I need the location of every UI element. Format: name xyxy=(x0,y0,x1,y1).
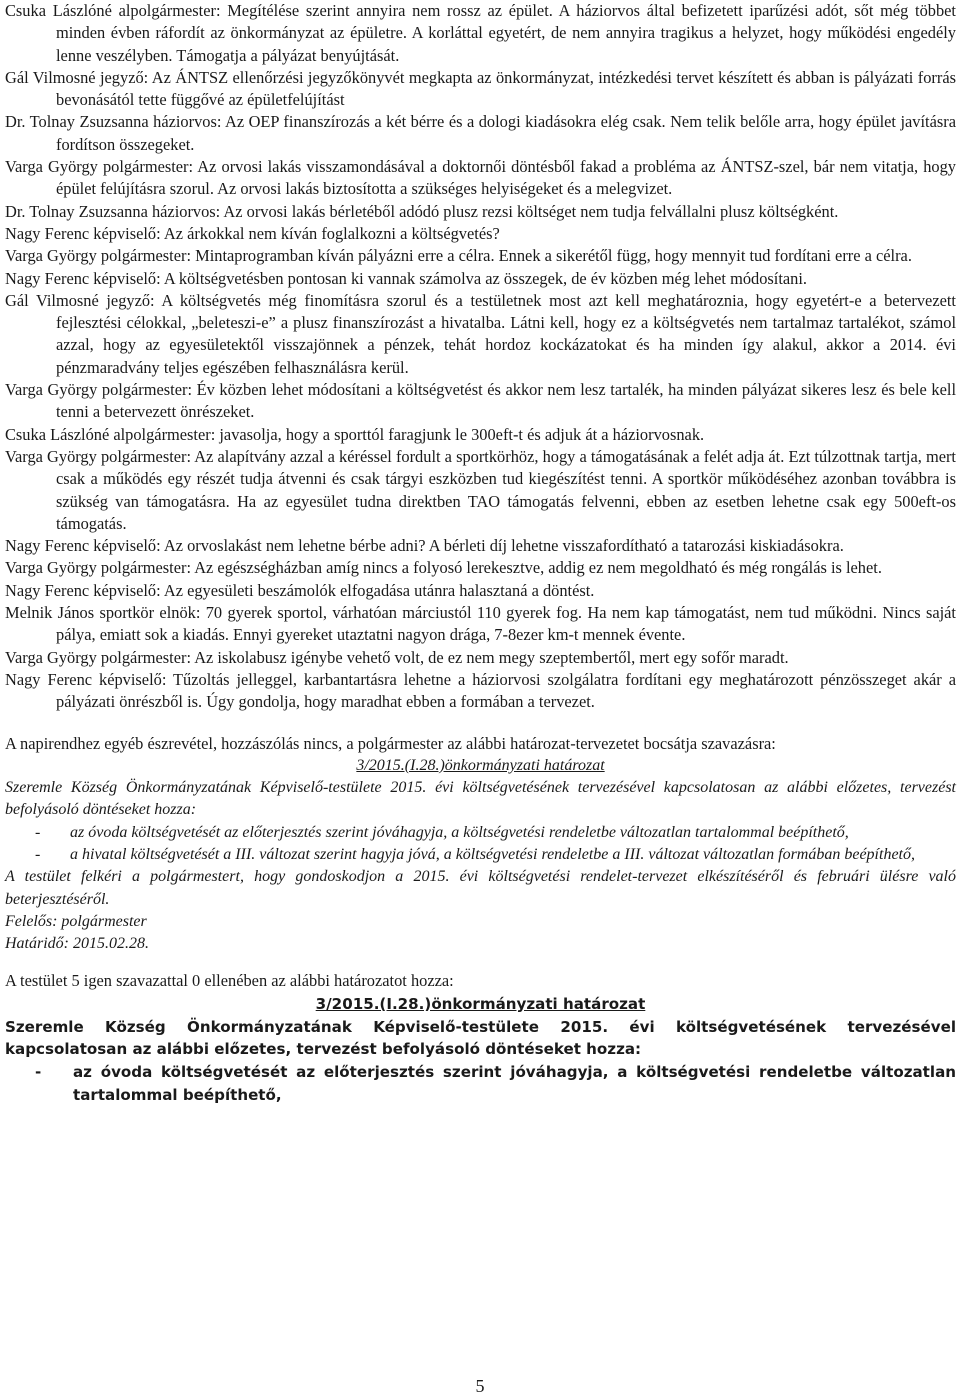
list-item-text: a hivatal költségvetését a III. változat szerint hagyja jóvá, a költségvetési rendeletbe a III. változat változatlan formában beépíthető, xyxy=(70,845,915,863)
spacer xyxy=(5,714,956,733)
page-number: 5 xyxy=(475,1376,485,1396)
final-resolution-intro: Szeremle Község Önkormányzatának Képviselő-testülete 2015. évi költségvetésének tervezésével kapcsolatosan az alábbi előzetes, tervezést befolyásoló döntéseket hozza: xyxy=(5,1017,956,1059)
minutes-paragraph: Gál Vilmosné jegyző: A költségvetés még finomításra szorul és a testületnek most azt kell meghatároznia, hogy egyetért-e a betervezett fejlesztési célokkal, „beleteszi-e” a plusz finanszírozást a hivatalba. Látni kell, hogy ez a költségvetés nem tartalmaz tartalékot, számol azzal, hogy az egyesületektől visszajönnek a pénzek, tehát hordoz kockázatokat és ha minden így alakul, akkor a 2014. évi pénzmaradvány teljes egészében felhasználásra kerül. xyxy=(5,290,956,377)
draft-resolution-responsible: Felelős: polgármester xyxy=(5,912,147,930)
minutes-paragraph: Csuka Lászlóné alpolgármester: Megítélése szerint annyira nem rossz az épület. A háziorvos által befizetett iparűzési adót, sőt még többet minden évben ráfordít az önkormányzat az épületre. A korláttal egyetért, de nem annyira tragikus a helyzet, hogy működési engedély lenne veszélyben. Támogatja a pályázat benyújtását. xyxy=(5,1,956,65)
minutes-paragraph: Csuka Lászlóné alpolgármester: javasolja, hogy a sporttól faragjunk le 300eft-t és adjuk át a háziorvosnak. xyxy=(5,424,705,444)
minutes-paragraph: Nagy Ferenc képviselő: Az orvoslakást nem lehetne bérbe adni? A bérleti díj lehetne visszafordítható a tatarozási kiskiadásokra. xyxy=(5,536,844,556)
vote-result: A testület 5 igen szavazattal 0 ellenében az alábbi határozatot hozza: xyxy=(5,971,454,991)
minutes-paragraph: Varga György polgármester: Az iskolabusz igénybe vehető volt, de ez nem megy szeptembertől, mert egy sofőr maradt. xyxy=(5,647,789,667)
minutes-paragraph: Nagy Ferenc képviselő: Tűzoltás jelleggel, karbantartásra lehetne a háziorvosi szolgálatra fordítani egy meghatározott pénzösszeget akár a pályázati önrészből is. Úgy gondolja, hogy maradhat ebben a formában a tervezet. xyxy=(5,669,956,712)
minutes-paragraph: Varga György polgármester: Év közben lehet módosítani a költségvetést és akkor nem lesz tartalék, ha minden pályázat sikeres lesz és bele kell tenni a betervezett önrészeket. xyxy=(5,380,956,422)
vote-call: A napirendhez egyéb észrevétel, hozzászólás nincs, a polgármester az alábbi határozat-tervezetet bocsátja szavazásra: xyxy=(5,733,776,753)
meeting-minutes xyxy=(5,0,956,714)
minutes-paragraph: Nagy Ferenc képviselő: Az árkokkal nem kíván foglalkozni a költségvetés? xyxy=(5,223,500,243)
draft-resolution xyxy=(5,755,956,956)
list-dash: - xyxy=(35,845,41,863)
minutes-paragraph: Nagy Ferenc képviselő: Az egyesületi beszámolók elfogadása utánra halasztaná a döntést. xyxy=(5,580,595,600)
minutes-paragraph: Varga György polgármester: Az orvosi lakás visszamondásával a doktornői döntésből fakad a probléma az ÁNTSZ-szel, bár nem vitatja, hogy épület felújításra szorul. Az orvosi lakás biztosította a szükséges helyiségeket és a melegvizet. xyxy=(5,157,956,199)
minutes-paragraph: Gál Vilmosné jegyző: Az ÁNTSZ ellenőrzési jegyzőkönyvét megkapta az önkormányzat, intézkedési tervet készített és abban is pályázati forrás bevonásától tette függővé az épületfelújítást xyxy=(5,67,956,110)
list-dash: - xyxy=(35,1063,42,1082)
list-item xyxy=(5,844,956,866)
list-item xyxy=(5,1061,956,1107)
list-item-text: az óvoda költségvetését az előterjesztés szerint jóváhagyja, a költségvetési rendeletbe változatlan tartalommal beépíthető, xyxy=(73,1063,956,1104)
spacer xyxy=(5,955,956,970)
list-item xyxy=(5,822,956,844)
final-resolution-title: 3/2015.(I.28.)önkormányzati határozat xyxy=(315,994,646,1013)
minutes-paragraph: Nagy Ferenc képviselő: A költségvetésben pontosan ki vannak számolva az összegek, de év közben még lehet módosítani. xyxy=(5,268,808,288)
draft-resolution-title: 3/2015.(I.28.)önkormányzati határozat xyxy=(356,756,605,774)
draft-resolution-deadline: Határidő: 2015.02.28. xyxy=(5,935,149,953)
final-resolution xyxy=(5,993,956,1107)
list-dash: - xyxy=(35,823,41,841)
draft-resolution-intro: Szeremle Község Önkormányzatának Képviselő-testülete 2015. évi költségvetésének tervezésével kapcsolatosan az alábbi előzetes, tervezést befolyásoló döntéseket hozza: xyxy=(5,779,956,819)
minutes-paragraph: Varga György polgármester: Az egészségházban amíg nincs a folyosó lerekesztve, addig ez nem megoldható és még rongálás is lehet. xyxy=(5,558,882,578)
draft-resolution-request: A testület felkéri a polgármestert, hogy gondoskodjon a 2015. évi költségvetési rendelet-tervezet elkészítéséről és februári ülésre való beterjesztéséről. xyxy=(5,868,956,908)
minutes-paragraph: Dr. Tolnay Zsuzsanna háziorvos: Az OEP finanszírozás a két bérre és a dologi kiadásokra elég csak. Nem telik belőle arra, hogy épület javításra fordítson összegeket. xyxy=(5,112,956,154)
minutes-paragraph: Varga György polgármester: Mintaprogramban kíván pályázni erre a célra. Ennek a sikerétől függ, hogy mennyit tud fordítani erre a célra. xyxy=(5,246,912,266)
list-item-text: az óvoda költségvetését az előterjesztés szerint jóváhagyja, a költségvetési rendeletbe változatlan tartalommal beépíthető, xyxy=(70,823,849,841)
minutes-paragraph: Melnik János sportkör elnök: 70 gyerek sportol, várhatóan márciustól 110 gyerek fog. Ha nem kap támogatást, nem tud működni. Nincs saját pálya, emiatt sok a kiadás. Ennyi gyereket utaztatni nagyon drága, 7-8ezer km-t mennek évente. xyxy=(5,603,956,645)
minutes-paragraph: Varga György polgármester: Az alapítvány azzal a kéréssel fordult a sportkörhöz, hogy a támogatásának a felét adja át. Ezt túlzottnak tartja, mert csak a működés egy részét tudja átvenni és csak tárgyi eszközben tud kiegészítést tenni. A sportkör működéséhez azonban továbbra is szükség van támogatásra. Ha az egyesület tudna direktben TAO támogatás felvenni, ebben az esetben lehetne csak egy 500eft-os támogatás. xyxy=(5,446,956,533)
minutes-paragraph: Dr. Tolnay Zsuzsanna háziorvos: Az orvosi lakás bérletéből adódó plusz rezsi költséget nem tudja felvállalni plusz költségként. xyxy=(5,201,839,221)
